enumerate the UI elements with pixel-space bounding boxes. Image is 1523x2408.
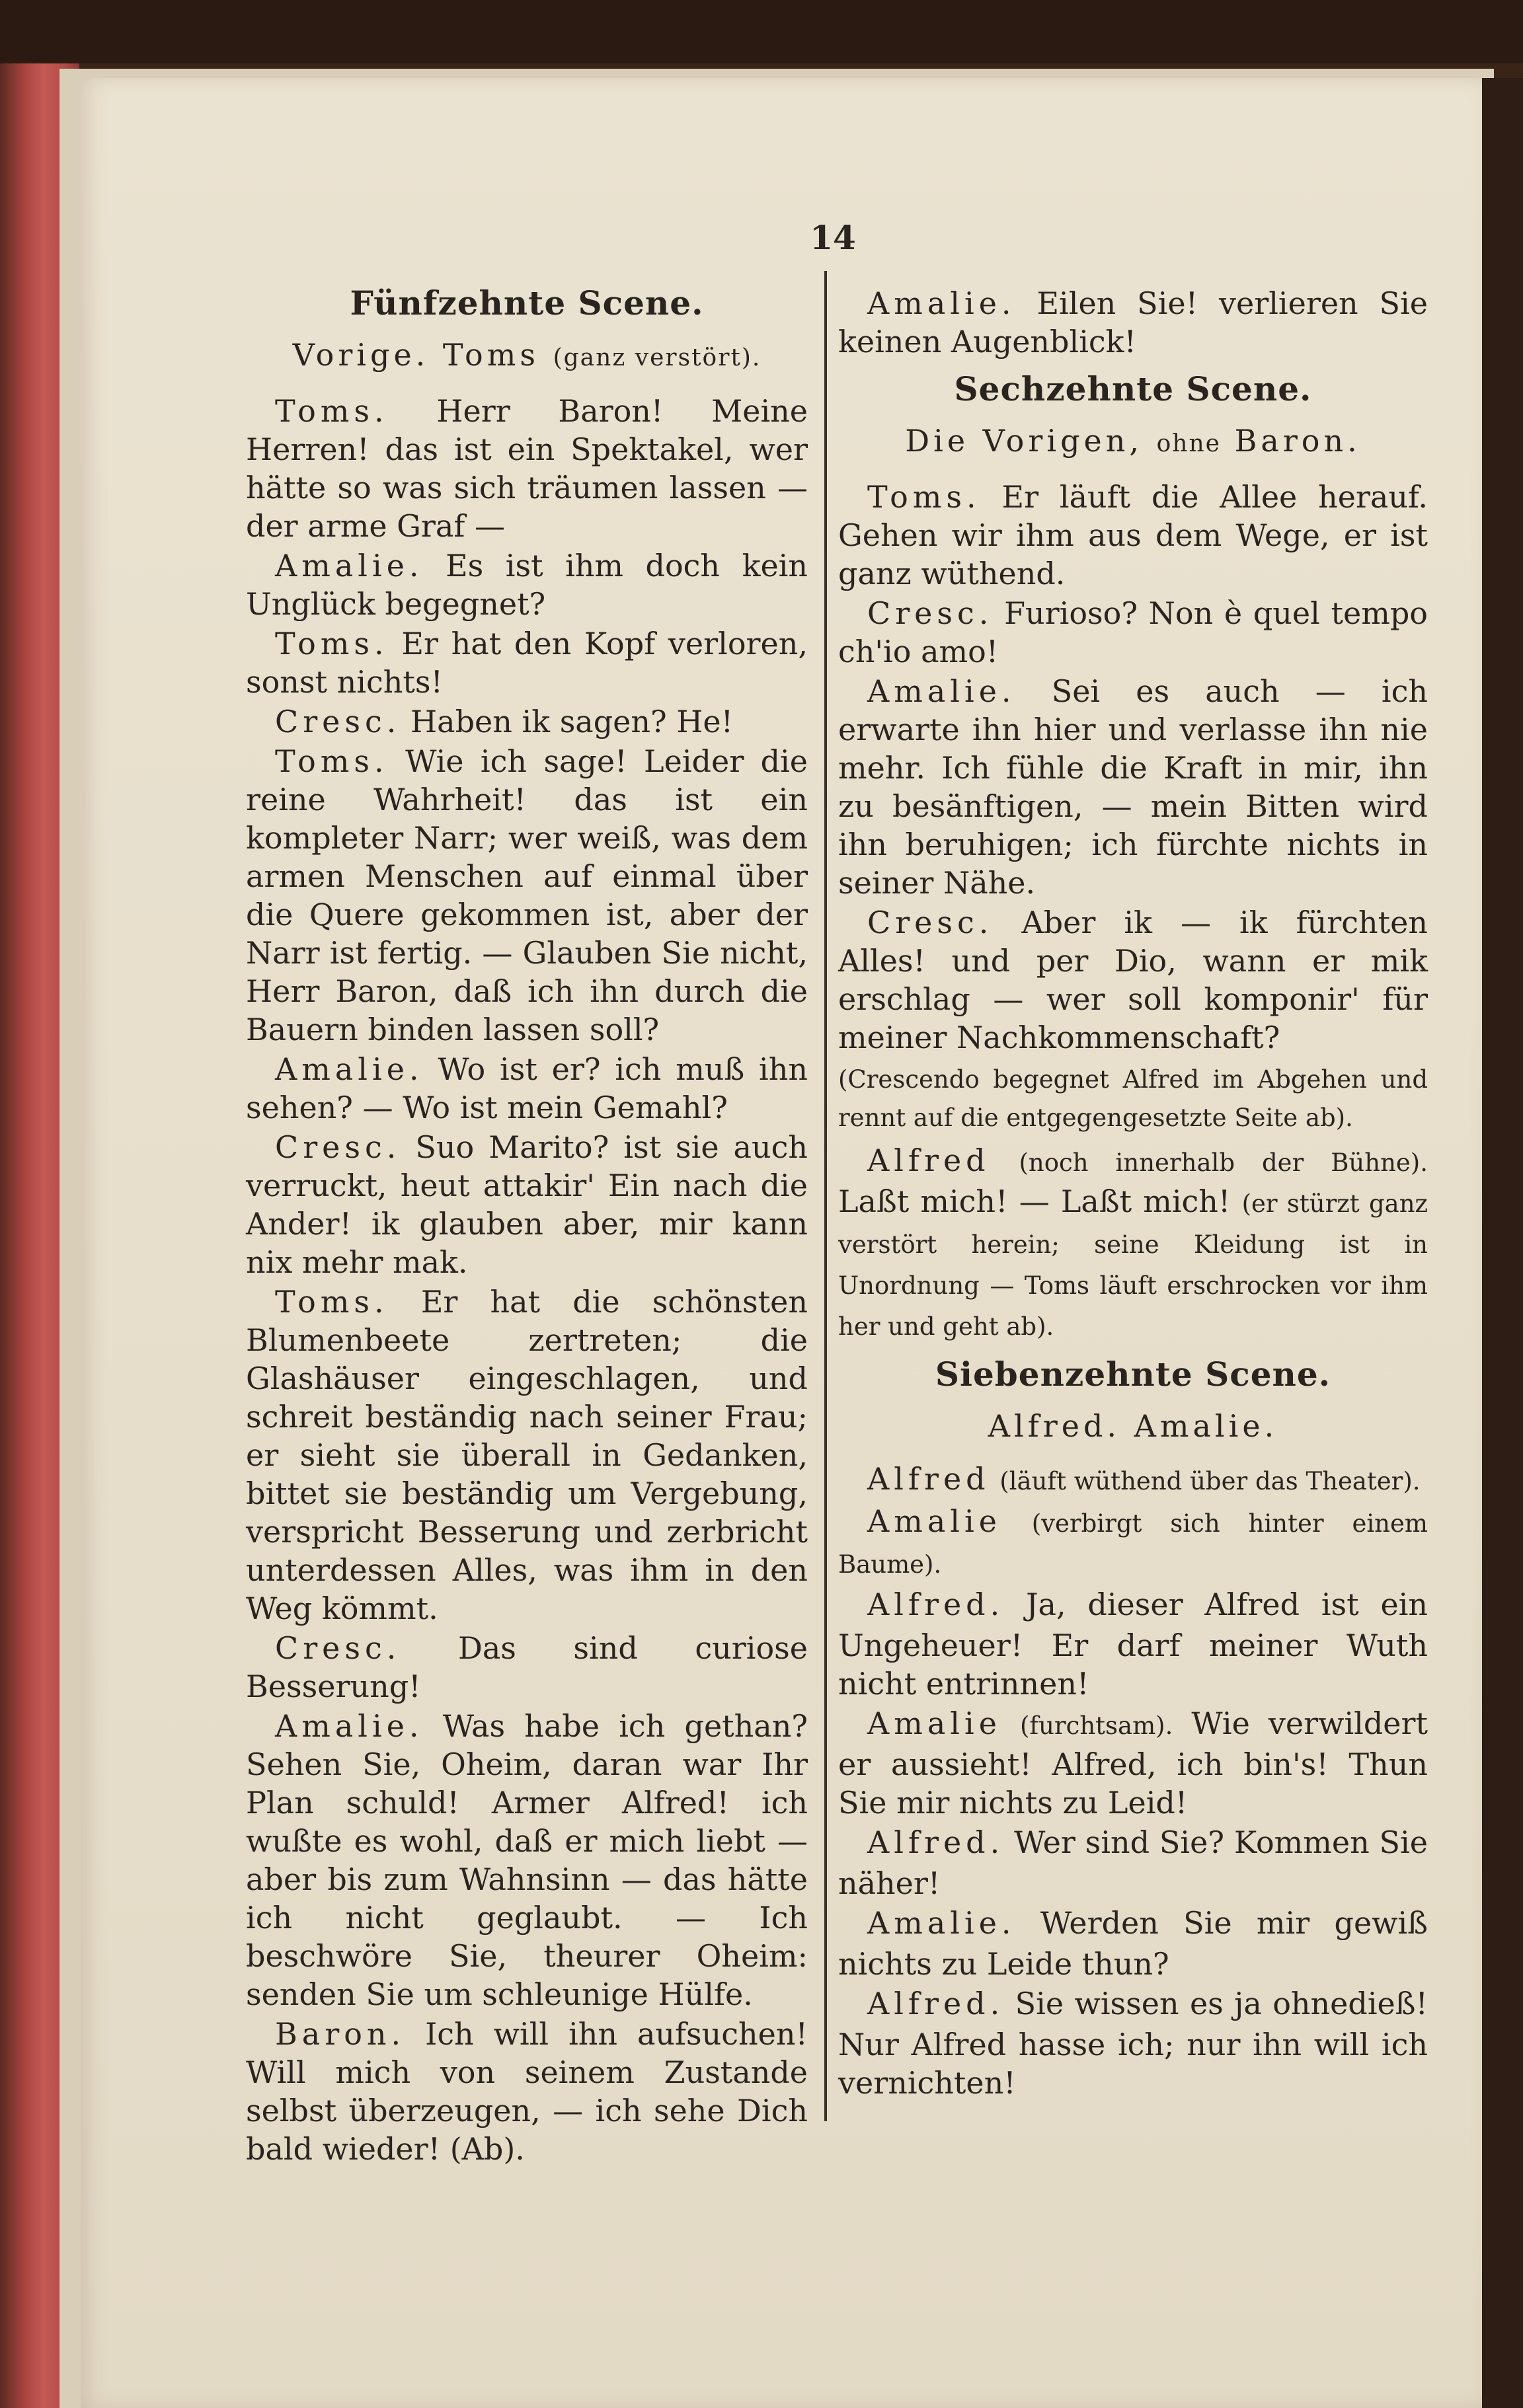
speech-text: Das sind curiose Besserung!: [246, 1630, 808, 1704]
speech-text: Er hat die schönsten Blumenbeete zertreten; die Glashäuser eingeschlagen, und schreit beständig nach seiner Frau; er sieht sie überall in Gedanken, bittet sie beständig um Vergebung, verspricht Besserung und zerbricht unterdessen Alles, was ihm in den Weg kömmt.: [246, 1284, 808, 1626]
speech: [838, 1704, 1428, 1822]
speech-text: Er läuft die Allee herauf. Gehen wir ihm aus dem Wege, er ist ganz wüthend.: [838, 479, 1428, 591]
cast-pre: Die Vorigen,: [905, 423, 1143, 459]
speaker: Toms.: [275, 626, 389, 661]
speech-text: Wo ist er? ich muß ihn sehen? — Wo ist mein Gemahl?: [246, 1051, 808, 1125]
speech: [246, 1050, 808, 1127]
speech-text: Laßt mich! — Laßt mich!: [838, 1184, 1231, 1219]
scan-background-right: [1481, 78, 1523, 2408]
speaker: Alfred.: [867, 1986, 1005, 2021]
speaker: Toms.: [867, 479, 981, 515]
speaker: Cresc.: [275, 704, 401, 739]
speaker: Toms.: [275, 743, 389, 779]
speaker: Alfred: [867, 1461, 990, 1497]
speech: [246, 392, 808, 545]
speaker: Alfred.: [867, 1825, 1005, 1860]
speaker: Cresc.: [275, 1129, 401, 1165]
scene-17-cast: Alfred. Amalie.: [988, 1408, 1278, 1444]
speech-text: Wie ich sage! Leider die reine Wahrheit! das ist ein kompleter Narr; wer weiß, was dem armen Menschen auf einmal über die Quere gekommen ist, aber der Narr ist fertig. — Glauben Sie nicht, Herr Baron, daß ich ihn durch die Bauern binden lassen soll?: [246, 743, 808, 1047]
speech: [838, 672, 1428, 902]
speech: [838, 1585, 1428, 1703]
speech: [838, 1984, 1428, 2102]
speech-text: Ich will ihn aufsuchen! Will mich von seinem Zustande selbst überzeugen, — ich sehe Dich bald wieder! (Ab).: [246, 2016, 808, 2167]
scene-17-title: Siebenzehnte Scene.: [935, 1355, 1331, 1394]
page-number: 14: [810, 218, 856, 257]
speaker: Amalie: [867, 1706, 1001, 1741]
speaker: Cresc.: [867, 905, 994, 940]
speaker: Amalie.: [275, 1708, 424, 1744]
speech: [838, 1823, 1428, 1902]
speech-text: Wer sind Sie? Kommen Sie näher!: [838, 1825, 1428, 1901]
speech-text: Es ist ihm doch kein Unglück begegnet?: [246, 548, 808, 622]
speaker: Alfred: [867, 1143, 990, 1178]
speech-text: Ja, dieser Alfred ist ein Ungeheuer! Er darf meiner Wuth nicht entrinnen!: [838, 1587, 1428, 1702]
speech: [246, 1629, 808, 1706]
speaker: Amalie: [867, 1503, 1001, 1539]
cast-note: (ganz verstört).: [553, 344, 762, 371]
stage-direction: (läuft wüthend über das Theater).: [999, 1467, 1421, 1495]
speaker: Cresc.: [867, 595, 994, 631]
speech-text: Was habe ich gethan? Sehen Sie, Oheim, daran war Ihr Plan schuld! Armer Alfred! ich wußte es wohl, daß er mich liebt — aber bis zum Wahnsinn — das hätte ich nicht geglaubt. — Ich beschwöre Sie, theurer Oheim: senden Sie um schleunige Hülfe.: [246, 1708, 808, 2012]
speech-text: Eilen Sie! verlieren Sie keinen Augenblick!: [838, 285, 1428, 359]
stage-direction: (verbirgt sich hinter einem Baume).: [838, 1509, 1428, 1579]
speaker: Amalie.: [867, 285, 1016, 321]
speech: [246, 1707, 808, 2013]
speech: [246, 624, 808, 701]
speech-text: Sie wissen es ja ohnedieß! Nur Alfred hasse ich; nur ihn will ich vernichten!: [838, 1986, 1428, 2101]
speech-text: Haben ik sagen? He!: [410, 704, 734, 739]
speaker: Amalie.: [275, 1051, 424, 1087]
speech-text: Herr Baron! Meine Herren! das ist ein Spektakel, wer hätte so was sich träumen lassen — der arme Graf —: [246, 393, 808, 544]
cast-names: Vorige. Toms: [292, 337, 539, 373]
speech-text: Suo Marito? ist sie auch verruckt, heut attakir' Ein nach die Ander! ik glauben aber, mir kann nix mehr mak.: [246, 1129, 808, 1280]
left-column: [246, 284, 808, 2169]
speech: [838, 1904, 1428, 1983]
speech: [246, 742, 808, 1049]
column-divider: [824, 271, 827, 2121]
speaker: Cresc.: [275, 1630, 401, 1666]
scene-15-cast: [246, 336, 808, 377]
speaker: Baron.: [275, 2016, 406, 2052]
speech: [246, 546, 808, 623]
speech-text: Wie verwildert er aussieht! Alfred, ich bin's! Thun Sie mir nichts zu Leid!: [838, 1706, 1428, 1821]
speech-text: Werden Sie mir gewiß nichts zu Leide thun?: [838, 1905, 1428, 1982]
speech-text: Aber ik — ik fürchten Alles! und per Dio, wann er mik erschlag — wer soll komponir' für meiner Nachkommenschaft?: [838, 905, 1428, 1055]
speech: [838, 1460, 1428, 1501]
speech: [838, 284, 1428, 361]
speaker: Alfred.: [867, 1587, 1005, 1622]
stage-direction: (er stürzt ganz verstört herein; seine Kleidung ist in Unordnung — Toms läuft erschrocken vor ihm her und geht ab).: [838, 1189, 1428, 1341]
stage-direction: (Crescendo begegnet Alfred im Abgehen und rennt auf die entgegengesetzte Seite ab).: [838, 1065, 1428, 1132]
speech-text: Er hat den Kopf verloren, sonst nichts!: [246, 626, 808, 700]
speaker: Amalie.: [867, 673, 1016, 709]
speech: [838, 1502, 1428, 1584]
speech: [838, 1141, 1428, 1346]
speaker: Toms.: [275, 393, 389, 429]
scene-15-title: Fünfzehnte Scene.: [350, 283, 704, 322]
stage-direction: (noch innerhalb der Bühne).: [1019, 1148, 1428, 1177]
speech-text: Furioso? Non è quel tempo ch'io amo!: [838, 595, 1428, 669]
speech: [838, 903, 1428, 1057]
speaker: Amalie.: [275, 548, 424, 583]
right-column: [838, 284, 1428, 2103]
cast-note: ohne: [1156, 430, 1221, 457]
speech: [246, 2015, 808, 2168]
speaker: Toms.: [275, 1284, 389, 1320]
speech: [246, 702, 808, 741]
speech-text: Sei es auch — ich erwarte ihn hier und verlasse ihn nie mehr. Ich fühle die Kraft in mir, ihn zu besänftigen, — mein Bitten wird ihn beruhigen; ich fürchte nichts in seiner Nähe.: [838, 673, 1428, 901]
scan-background-top: [0, 0, 1523, 63]
speech: [838, 594, 1428, 671]
scene-16-title: Sechzehnte Scene.: [954, 369, 1312, 408]
stage-direction: (furchtsam).: [1019, 1712, 1173, 1740]
speaker: Amalie.: [867, 1905, 1016, 1941]
speech: [246, 1128, 808, 1281]
cast-post: Baron.: [1234, 423, 1361, 459]
speech: [246, 1283, 808, 1628]
scene-16-cast: [838, 422, 1428, 463]
speech: [838, 478, 1428, 593]
